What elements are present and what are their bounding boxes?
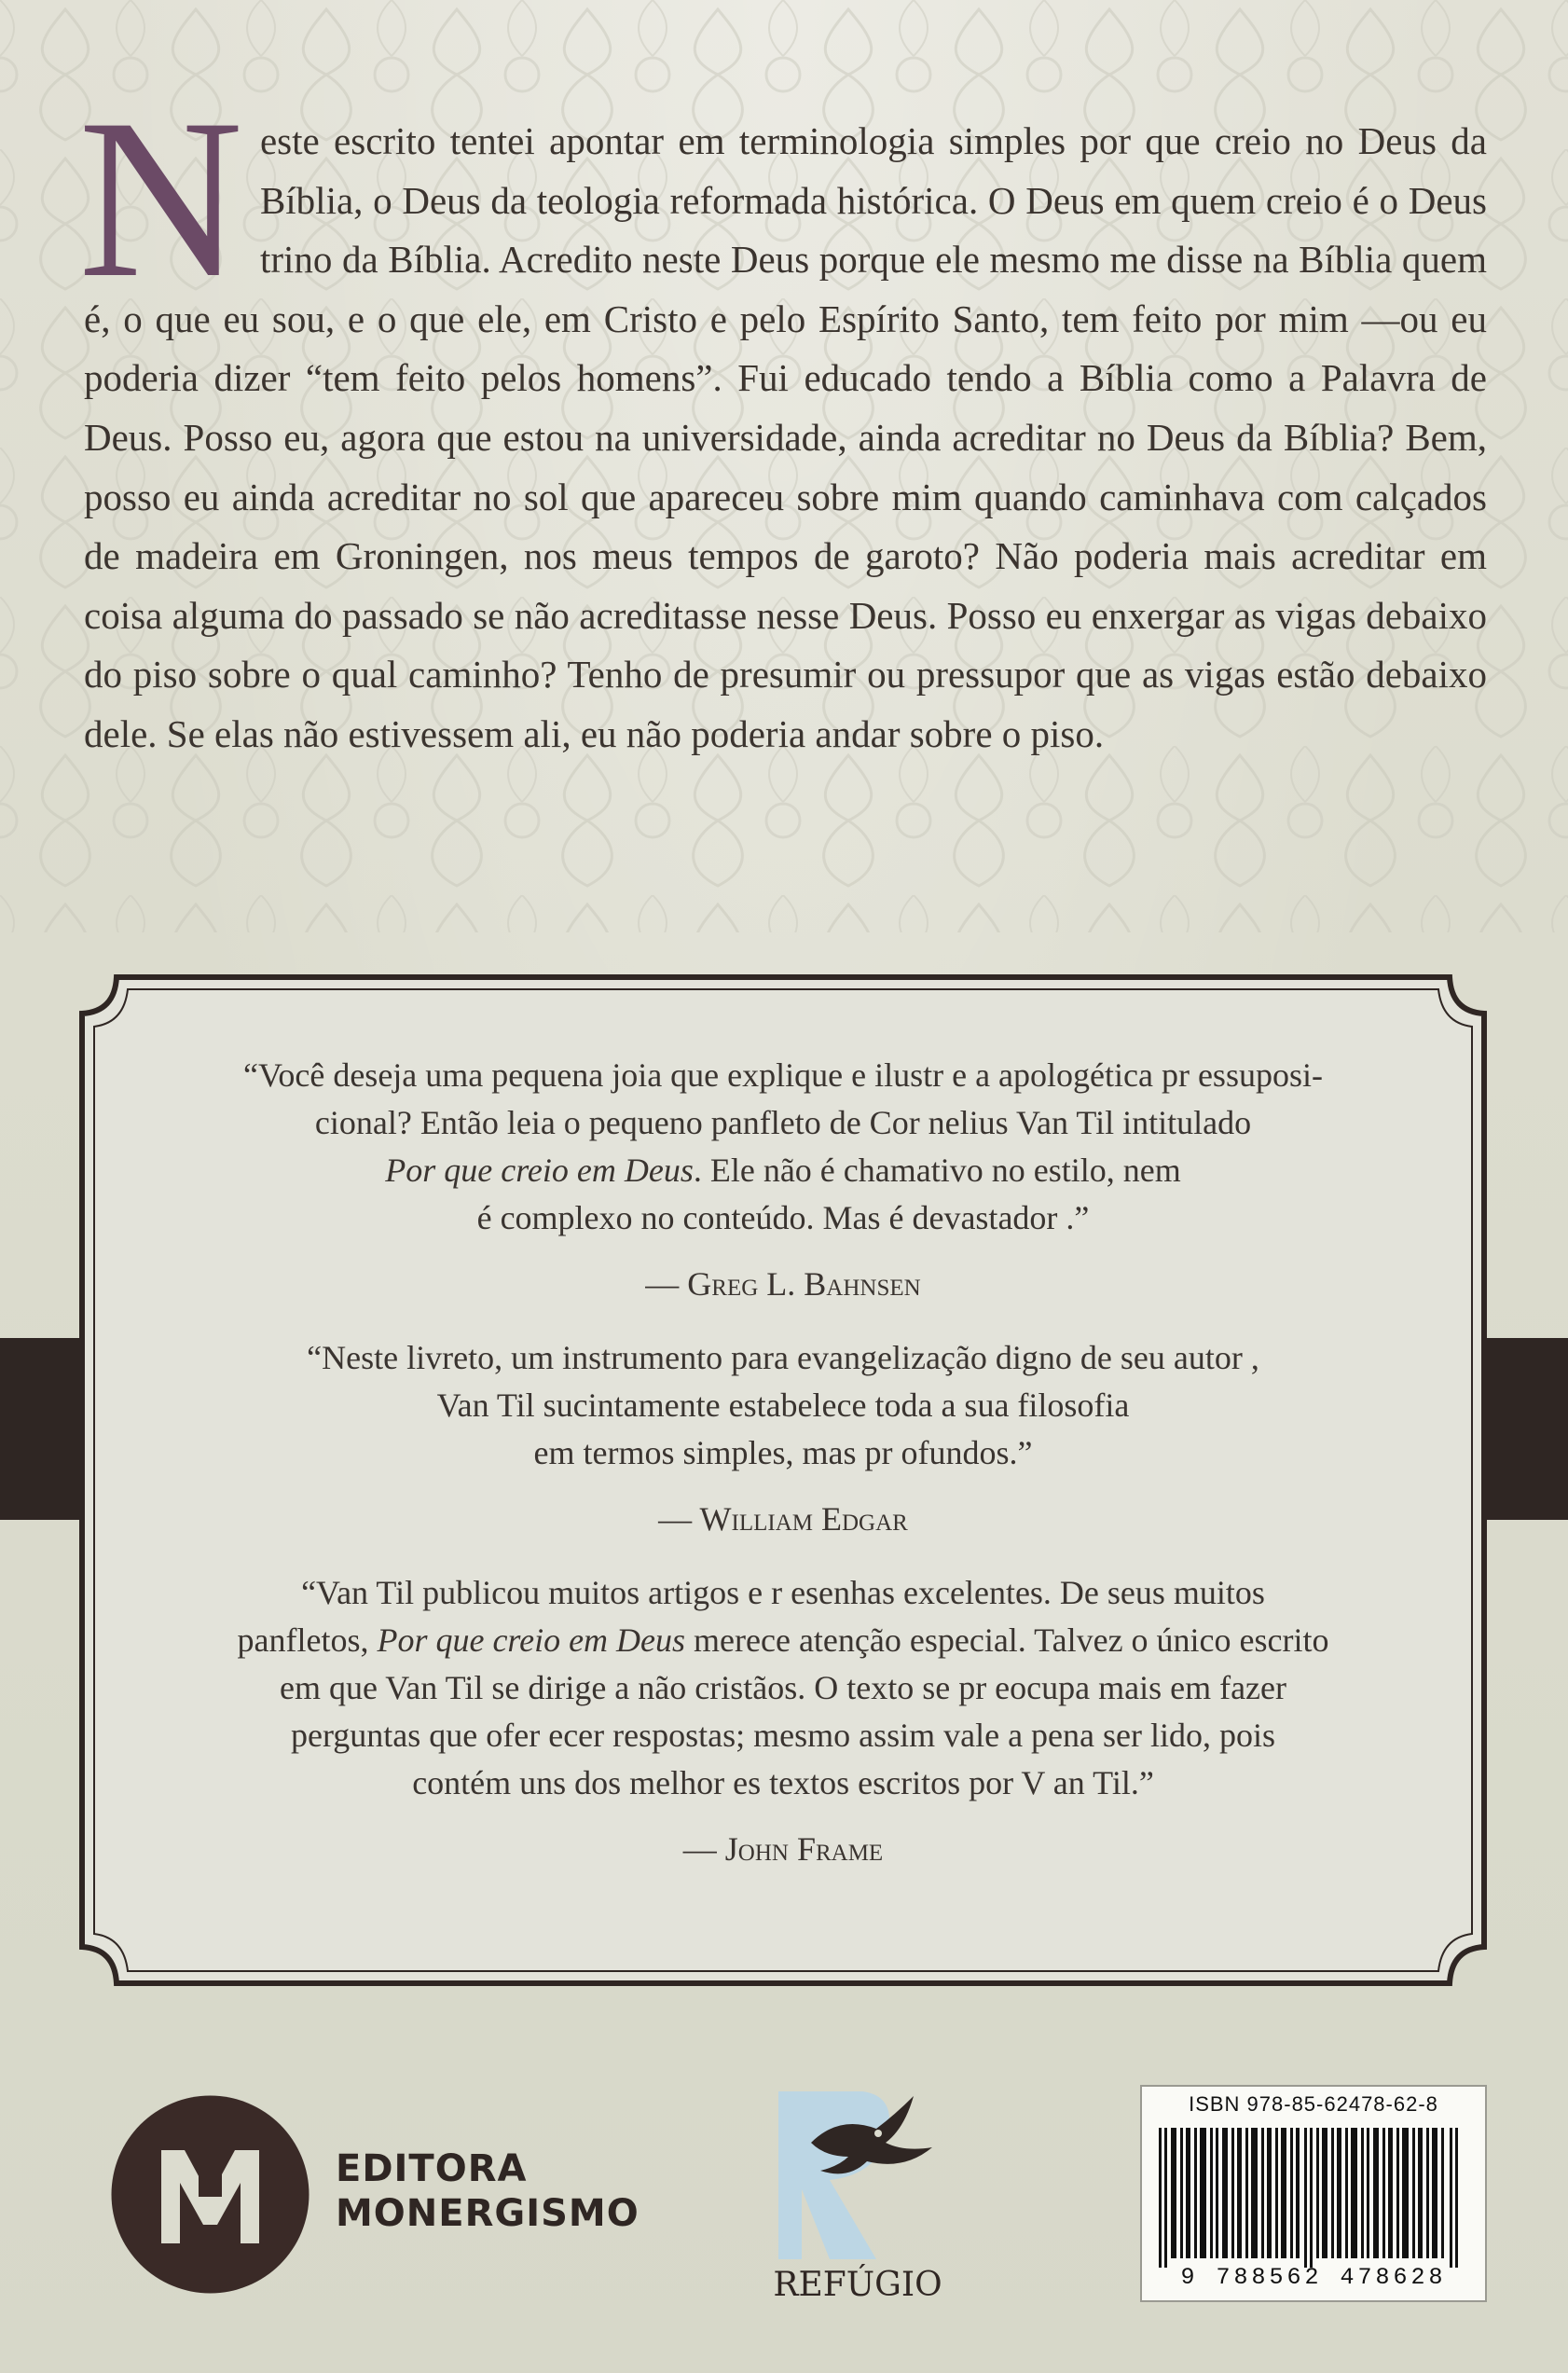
quote-text: merece atenção especial. Talvez o único escrito: [685, 1621, 1329, 1659]
book-title: Por que creio em Deus: [377, 1621, 686, 1659]
quote-line: [140, 1617, 1426, 1664]
quote-bahnsen: [140, 1052, 1426, 1308]
quote-line: [140, 1147, 1426, 1194]
drop-cap: N: [78, 72, 243, 324]
quote-line: é complexo no conteúdo. Mas é devastador .”: [476, 1199, 1090, 1236]
quote-line: cional? Então leia o pequeno panfleto de Cor nelius Van Til intitulado: [314, 1104, 1252, 1141]
quote-line: “Você deseja uma pequena joia que explique e ilustr e a apologética pr essuposi-: [243, 1056, 1323, 1094]
book-title: Por que creio em Deus: [385, 1152, 694, 1189]
quote-line: em que Van Til se dirige a não cristãos. O texto se pr eocupa mais em fazer: [279, 1669, 1287, 1706]
publisher-line: EDITORA: [336, 2147, 528, 2190]
quote-line: em termos simples, mas pr ofundos.”: [533, 1434, 1033, 1471]
quote-line: “Van Til publicou muitos artigos e r esenhas excelentes. De seus muitos: [301, 1574, 1265, 1611]
publisher-line: MONERGISMO: [336, 2192, 640, 2235]
monergismo-logo-icon: [110, 2094, 310, 2295]
left-band: [0, 1338, 89, 1520]
refugio-name: REFÚGIO: [773, 2266, 942, 2304]
quote-edgar: [140, 1334, 1426, 1543]
attribution-edgar: [140, 1496, 1426, 1543]
attribution-frame: [140, 1826, 1426, 1873]
barcode-digits: 9 788562 478628: [1180, 2264, 1447, 2291]
intro-text: este escrito tentei apontar em terminologia simples por que creio no Deus da Bíblia, o Deus da teologia reformada histórica. O Deus em quem creio é o Deus trino da Bíblia. Acredito neste Deus porque ele mesmo me disse na Bíblia quem é, o que eu sou, e o que ele, em Cristo e pelo Espírito Santo, tem feito por mim —ou eu poderia dizer “tem feito pelos homens”. Fui educado tendo a Bíblia como a Palavra de Deus. Posso eu, agora que estou na universidade, ainda acreditar no Deus da Bíblia? Bem, posso eu ainda acreditar no sol que apareceu sobre mim quando caminhava com calçados de madeira em Groningen, nos meus tempos de garoto? Não poderia mais acreditar em coisa alguma do passado se não acreditasse nesse Deus. Posso eu enxergar as vigas debaixo do piso sobre o qual caminho? Tenho de presumir ou pressupor que as vigas estão debaixo dele. Se elas não estivessem ali, eu não poderia andar sobre o piso.: [84, 119, 1487, 755]
barcode: [1140, 2085, 1487, 2302]
intro-paragraph: [78, 72, 1487, 765]
attribution-text: — William Edgar: [658, 1500, 908, 1538]
endorsements: [140, 1052, 1426, 1873]
barcode-bars: [1155, 2128, 1472, 2268]
refugio-bird-icon: [774, 2077, 942, 2264]
isbn-label: ISBN 978-85-62478-62-8: [1189, 2092, 1438, 2116]
quote-text: panfletos,: [237, 1621, 378, 1659]
right-band: [1482, 1338, 1568, 1520]
publisher-name: [336, 2146, 640, 2236]
quote-line: “Neste livreto, um instrumento para evangelização digno de seu autor ,: [307, 1339, 1259, 1376]
quote-frame-john: [140, 1569, 1426, 1873]
attribution-bahnsen: [140, 1261, 1426, 1308]
attribution-text: — Greg L. Bahnsen: [645, 1265, 921, 1303]
quote-line: perguntas que ofer ecer respostas; mesmo assim vale a pena ser lido, pois: [290, 1717, 1276, 1754]
quote-line: Van Til sucintamente estabelece toda a sua filosofia: [436, 1387, 1130, 1424]
quote-text: . Ele não é chamativo no estilo, nem: [693, 1152, 1181, 1189]
attribution-text: — John Frame: [682, 1830, 884, 1868]
quote-line: contém uns dos melhor es textos escritos por V an Til.”: [412, 1764, 1154, 1801]
